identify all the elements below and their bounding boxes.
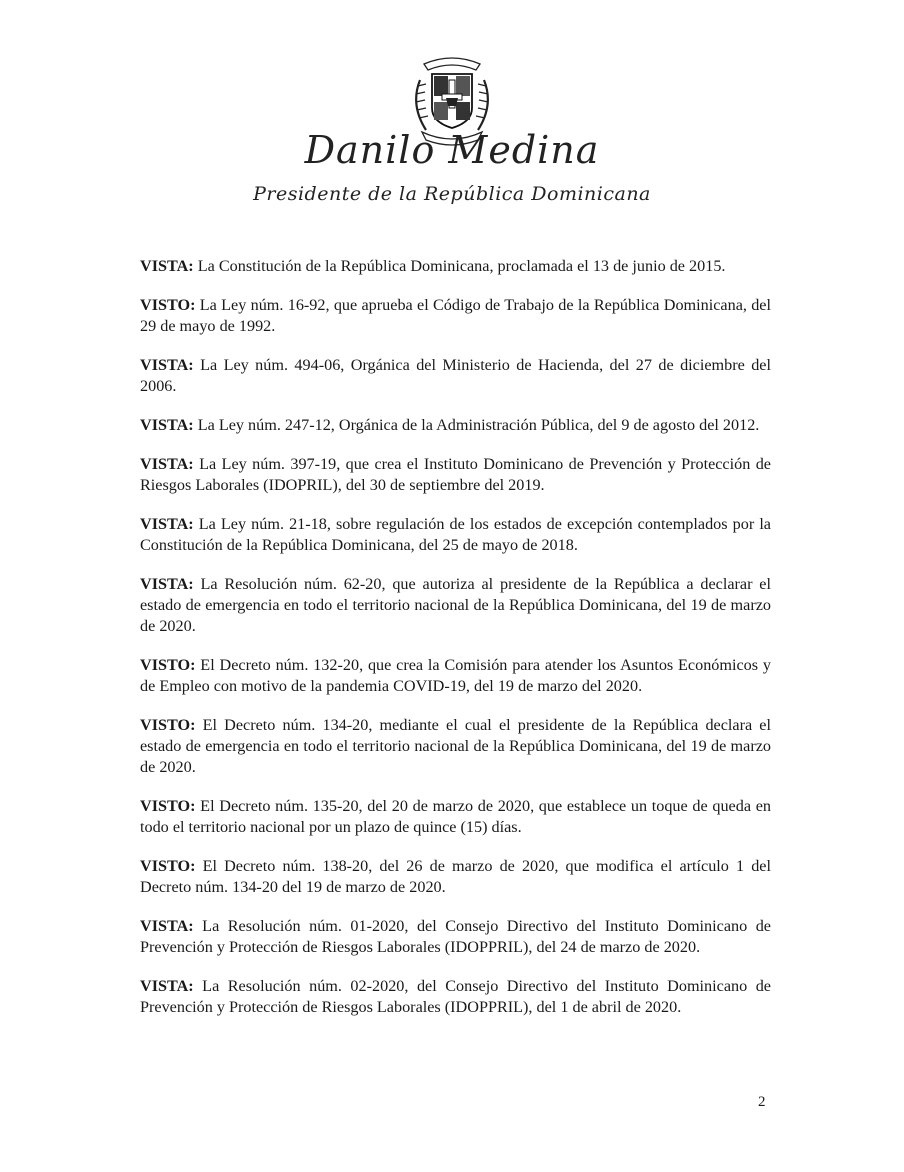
president-name: Danilo Medina [304, 128, 600, 172]
paragraph-label: VISTO: [140, 296, 196, 314]
paragraph-text: La Ley núm. 21-18, sobre regulación de los estados de excepción contemplados por la Constitución de la República Dominicana, del 25 de mayo de 2018. [140, 515, 771, 554]
paragraph-text: La Ley núm. 494-06, Orgánica del Ministerio de Hacienda, del 27 de diciembre del 2006. [140, 356, 771, 395]
paragraph-label: VISTO: [140, 716, 196, 734]
considerando-paragraph [140, 454, 771, 496]
paragraph-label: VISTO: [140, 656, 196, 674]
paragraph-label: VISTO: [140, 857, 196, 875]
considerando-paragraph [140, 715, 771, 778]
paragraph-text: La Resolución núm. 01-2020, del Consejo Directivo del Instituto Dominicano de Prevención y Protección de Riesgos Laborales (IDOPPRIL), del 24 de marzo de 2020. [140, 917, 771, 956]
considerando-paragraph [140, 916, 771, 958]
paragraph-label: VISTA: [140, 356, 194, 374]
president-title: Presidente de la República Dominicana [253, 183, 651, 205]
paragraph-label: VISTA: [140, 977, 194, 995]
paragraph-label: VISTO: [140, 797, 196, 815]
paragraph-label: VISTA: [140, 515, 194, 533]
considerando-paragraph [140, 574, 771, 637]
paragraph-text: La Ley núm. 397-19, que crea el Instituto Dominicano de Prevención y Protección de Riesgos Laborales (IDOPRIL), del 30 de septiembre del 2019. [140, 455, 771, 494]
paragraph-text: La Ley núm. 247-12, Orgánica de la Administración Pública, del 9 de agosto del 2012. [193, 416, 760, 434]
paragraph-text: La Ley núm. 16-92, que aprueba el Código de Trabajo de la República Dominicana, del 29 de mayo de 1992. [140, 296, 771, 335]
considerando-paragraph [140, 415, 771, 436]
considerando-paragraph [140, 355, 771, 397]
considerando-paragraph [140, 796, 771, 838]
paragraph-text: El Decreto núm. 135-20, del 20 de marzo de 2020, que establece un toque de queda en todo el territorio nacional por un plazo de quince (15) días. [140, 797, 771, 836]
paragraph-label: VISTA: [140, 575, 194, 593]
considerando-paragraph [140, 976, 771, 1018]
paragraph-text: La Constitución de la República Dominicana, proclamada el 13 de junio de 2015. [193, 257, 726, 275]
considerando-paragraph [140, 856, 771, 898]
paragraph-text: El Decreto núm. 132-20, que crea la Comisión para atender los Asuntos Económicos y de Empleo con motivo de la pandemia COVID-19, del 19 de marzo del 2020. [140, 656, 771, 695]
paragraph-text: La Resolución núm. 62-20, que autoriza al presidente de la República a declarar el estado de emergencia en todo el territorio nacional de la República Dominicana, del 19 de marzo de 2020. [140, 575, 771, 635]
considerando-paragraph [140, 295, 771, 337]
paragraph-label: VISTA: [140, 416, 194, 434]
paragraph-label: VISTA: [140, 455, 194, 473]
paragraph-text: El Decreto núm. 134-20, mediante el cual el presidente de la República declara el estado de emergencia en todo el territorio nacional de la República Dominicana, del 19 de marzo de 2020. [140, 716, 771, 776]
paragraph-text: La Resolución núm. 02-2020, del Consejo Directivo del Instituto Dominicano de Prevención y Protección de Riesgos Laborales (IDOPPRIL), del 1 de abril de 2020. [140, 977, 771, 1016]
paragraph-label: VISTA: [140, 917, 194, 935]
considerando-paragraph [140, 655, 771, 697]
document-body [140, 256, 771, 1036]
paragraph-text: El Decreto núm. 138-20, del 26 de marzo de 2020, que modifica el artículo 1 del Decreto núm. 134-20 del 19 de marzo de 2020. [140, 857, 771, 896]
page-number: 2 [758, 1094, 766, 1110]
paragraph-label: VISTA: [140, 257, 194, 275]
considerando-paragraph [140, 256, 771, 277]
considerando-paragraph [140, 514, 771, 556]
